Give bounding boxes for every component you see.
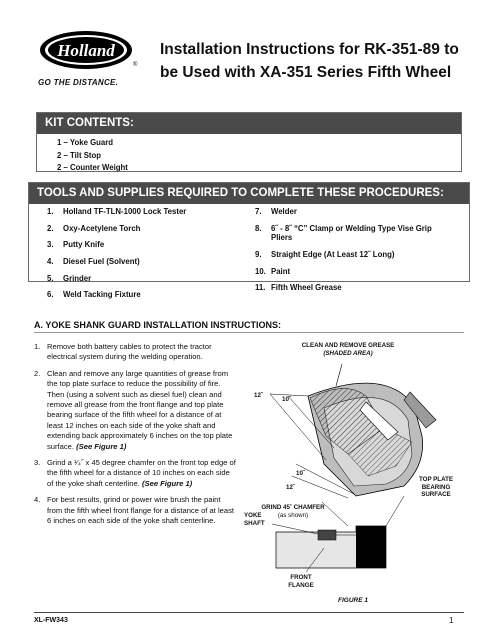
step-2: 2. Clean and remove any large quantities of grease from the top plate surface to reduce the possibility of fire. Then (using a solvent such as diesel fuel) clean and remove all grease from the front flange and top plate bearing surface of the fifth wheel for a distance of at least 12 inches on each side of the yoke shaft and extending back approximately 6 inches on the top plate surface. (See Figure 1) xyxy=(34,368,233,451)
tools-heading: TOOLS AND SUPPLIES REQUIRED TO COMPLETE THESE PROCEDURES: xyxy=(29,183,469,204)
dimension-12in-upper: 12˝ xyxy=(254,392,263,399)
kit-contents-box xyxy=(36,112,462,172)
registered-mark: ® xyxy=(133,62,138,68)
logo-wordmark: Holland xyxy=(57,41,115,60)
label-top-plate-bearing-surface: TOP PLATE BEARING SURFACE xyxy=(418,476,454,498)
list-item: 4. Diesel Fuel (Solvent) xyxy=(47,257,140,267)
step-1: 1. Remove both battery cables to protect the tractor electrical system during the welding operation. xyxy=(34,342,212,362)
title-line-2: be Used with XA-351 Series Fifth Wheel xyxy=(160,64,452,81)
fifth-wheel-drawing xyxy=(236,336,472,596)
document-code: XL-FW343 xyxy=(34,617,68,624)
figure-reference: (See Figure 1) xyxy=(76,441,127,451)
list-item: 7. Welder xyxy=(255,207,297,216)
step-3: 3. Grind a ¹⁄₄˝ x 45 degree chamfer on the front top edge of the fifth wheel for a distance of 10 inches on each side of the yoke shaft centerline. (See Figure 1) xyxy=(34,458,236,488)
label-front-flange: FRONT FLANGE xyxy=(288,574,314,589)
list-item: 5. Grinder xyxy=(47,273,92,283)
divider xyxy=(34,332,464,333)
label-grind-chamfer: GRIND 45˚ CHAMFER (as shown) xyxy=(261,504,325,519)
list-item: 1 – Yoke Guard xyxy=(57,138,114,147)
dimension-12in-lower: 12˝ xyxy=(286,484,295,491)
list-item: 1. Holland TF-TLN-1000 Lock Tester xyxy=(47,207,187,216)
list-item: 6. Weld Tacking Fixture xyxy=(47,290,141,300)
instruction-steps xyxy=(34,342,236,533)
label-yoke: YOKE SHAFT xyxy=(244,512,265,527)
tools-box xyxy=(28,182,470,300)
kit-contents-list xyxy=(37,137,461,175)
list-item: 2 – Tilt Stop xyxy=(57,150,102,160)
list-item: 11. Fifth Wheel Grease xyxy=(255,283,342,293)
page-number: 1 xyxy=(449,616,454,625)
holland-logo xyxy=(38,28,138,76)
label-clean-grease: CLEAN AND REMOVE GREASE (SHADED AREA) xyxy=(301,342,395,357)
footer-divider xyxy=(34,612,464,613)
kit-contents-heading: KIT CONTENTS: xyxy=(37,113,461,134)
figure-reference: (See Figure 1) xyxy=(142,478,193,488)
list-item: 9. Straight Edge (At Least 12˝ Long) xyxy=(255,249,395,259)
tools-column-2 xyxy=(255,207,455,300)
list-item: 3. Putty Knife xyxy=(47,240,105,250)
section-a-heading: A. YOKE SHANK GUARD INSTALLATION INSTRUCTIONS: xyxy=(34,320,281,330)
figure-caption: FIGURE 1 xyxy=(338,597,368,604)
step-4: 4. For best results, grind or power wire brush the paint from the fifth wheel front flange for a distance of at least 6 inches on each side of the yoke shaft centerline. xyxy=(34,495,234,526)
title-line-1: Installation Instructions for RK-351-89 to xyxy=(160,41,459,58)
list-item: 2. Oxy-Acetylene Torch xyxy=(47,223,141,233)
tools-column-1 xyxy=(47,207,247,307)
dimension-10in-lower: 10˝ xyxy=(296,470,305,477)
list-item: 8. 6˝ - 8˝ “C” Clamp or Welding Type Vise Grip Pliers xyxy=(255,223,432,243)
tagline: GO THE DISTANCE. xyxy=(38,78,119,87)
figure-1 xyxy=(236,336,472,596)
list-item: 2 – Counter Weight xyxy=(57,163,128,172)
page-title xyxy=(160,38,490,84)
list-item: 10. Paint xyxy=(255,266,291,276)
dimension-10in-upper: 10˝ xyxy=(282,396,291,403)
